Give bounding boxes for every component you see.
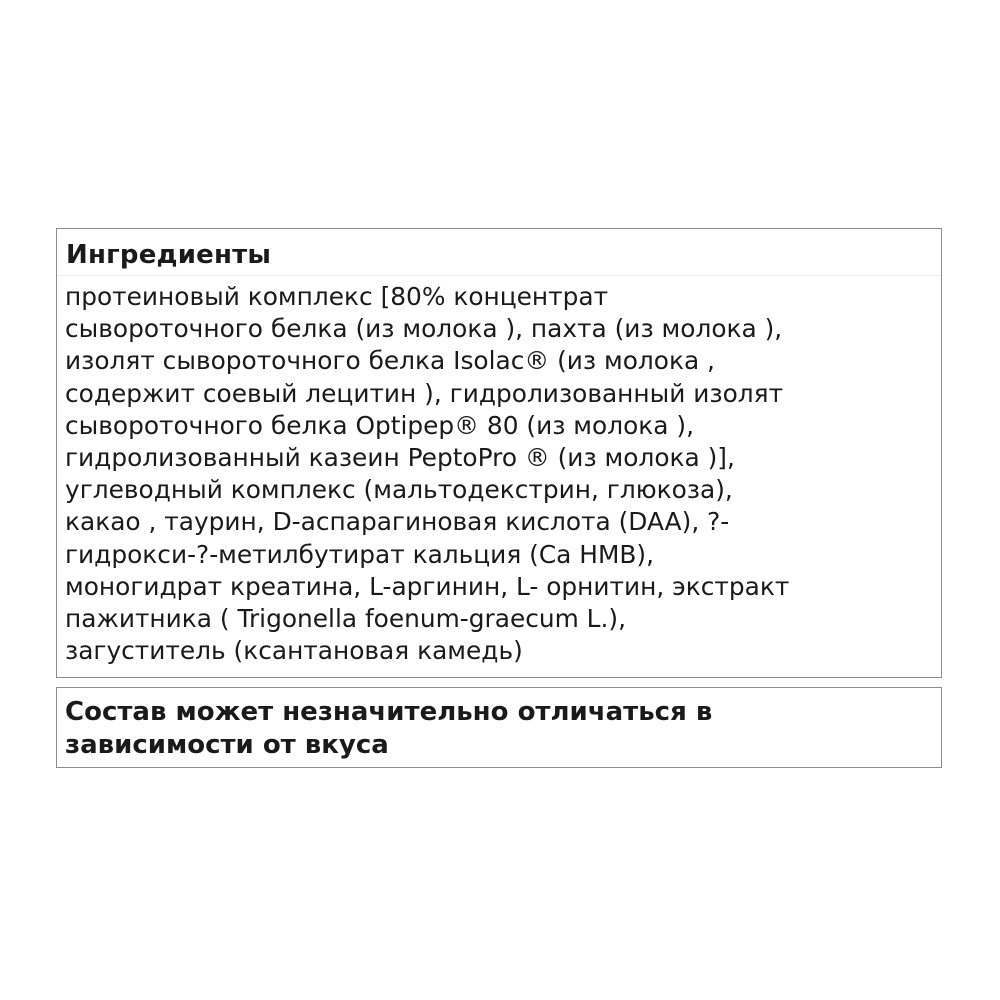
ingredients-line: какао , таурин, D-аспарагиновая кислота (DAA), ?-	[65, 507, 730, 537]
composition-note-line: Состав может незначительно отличаться в	[65, 697, 713, 727]
ingredients-line: гидрокси-?-метилбутират кальция (Ca HMB),	[65, 539, 654, 569]
ingredients-line: пажитника ( Trigonella foenum-graecum L.),	[65, 604, 626, 634]
ingredients-line: содержит соевый лецитин ), гидролизованный изолят	[65, 378, 784, 408]
ingredients-line: загуститель (ксантановая камедь)	[65, 636, 523, 666]
ingredients-text	[65, 281, 937, 667]
ingredients-line: гидролизованный казеин PeptoPro ® (из молока )],	[65, 443, 735, 473]
ingredients-line: сывороточного белка Optipep® 80 (из молока ),	[65, 410, 694, 440]
ingredients-line: моногидрат креатина, L-аргинин, L- орнитин, экстракт	[65, 571, 790, 601]
ingredients-line: углеводный комплекс (мальтодекстрин, глюкоза),	[65, 475, 733, 505]
ingredients-line: сывороточного белка (из молока ), пахта (из молока ),	[65, 314, 783, 344]
ingredients-line: изолят сывороточного белка Isolac® (из молока ,	[65, 346, 715, 376]
ingredients-panel	[56, 228, 942, 678]
title-divider	[57, 275, 941, 276]
composition-note-line: зависимости от вкуса	[65, 730, 389, 760]
ingredients-line: протеиновый комплекс [80% концентрат	[65, 282, 609, 311]
composition-note	[65, 696, 712, 762]
composition-note-panel	[56, 687, 942, 768]
ingredients-title: Ингредиенты	[66, 240, 272, 270]
